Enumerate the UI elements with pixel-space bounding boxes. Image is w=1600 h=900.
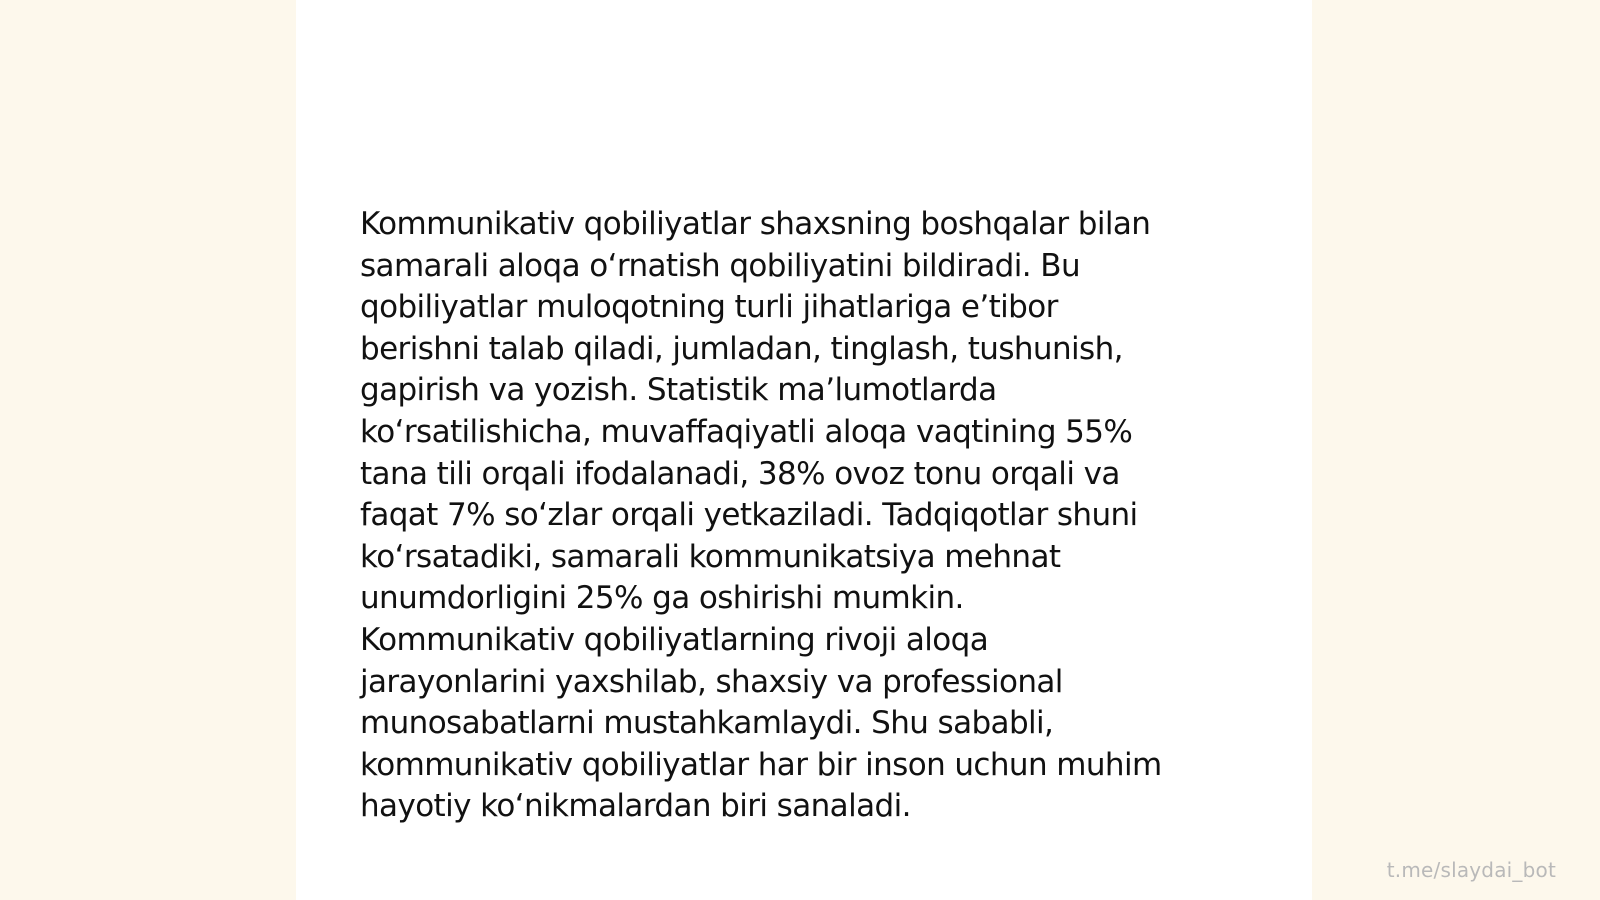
text-line: berishni talab qiladi, jumladan, tinglash, tushunish, [360,330,1123,367]
text-line: qobiliyatlar muloqotning turli jihatlariga e’tibor [360,289,1058,326]
text-line: Kommunikativ qobiliyatlar shaxsning boshqalar bilan [360,206,1151,242]
text-line: jarayonlarini yaxshilab, shaxsiy va professional [360,663,1063,700]
text-line: hayotiy ko‘nikmalardan biri sanaladi. [360,788,911,825]
text-line: ko‘rsatadiki, samarali kommunikatsiya mehnat [360,538,1061,575]
text-line: kommunikativ qobiliyatlar har bir inson uchun muhim [360,746,1162,783]
text-line: munosabatlarni mustahkamlaydi. Shu sababli, [360,705,1054,742]
text-line: gapirish va yozish. Statistik ma’lumotlarda [360,372,997,409]
text-line: samarali aloqa o‘rnatish qobiliyatini bildiradi. Bu [360,247,1080,284]
watermark-text: t.me/slaydai_bot [1386,858,1556,882]
text-line: unumdorligini 25% ga oshirishi mumkin. [360,580,964,617]
text-line: Kommunikativ qobiliyatlarning rivoji aloqa [360,621,989,658]
text-line: tana tili orqali ifodalanadi, 38% ovoz tonu orqali va [360,455,1120,492]
text-line: faqat 7% so‘zlar orqali yetkaziladi. Tadqiqotlar shuni [360,497,1138,534]
slide-body-text [360,204,1260,828]
text-line: ko‘rsatilishicha, muvaffaqiyatli aloqa vaqtining 55% [360,413,1133,450]
